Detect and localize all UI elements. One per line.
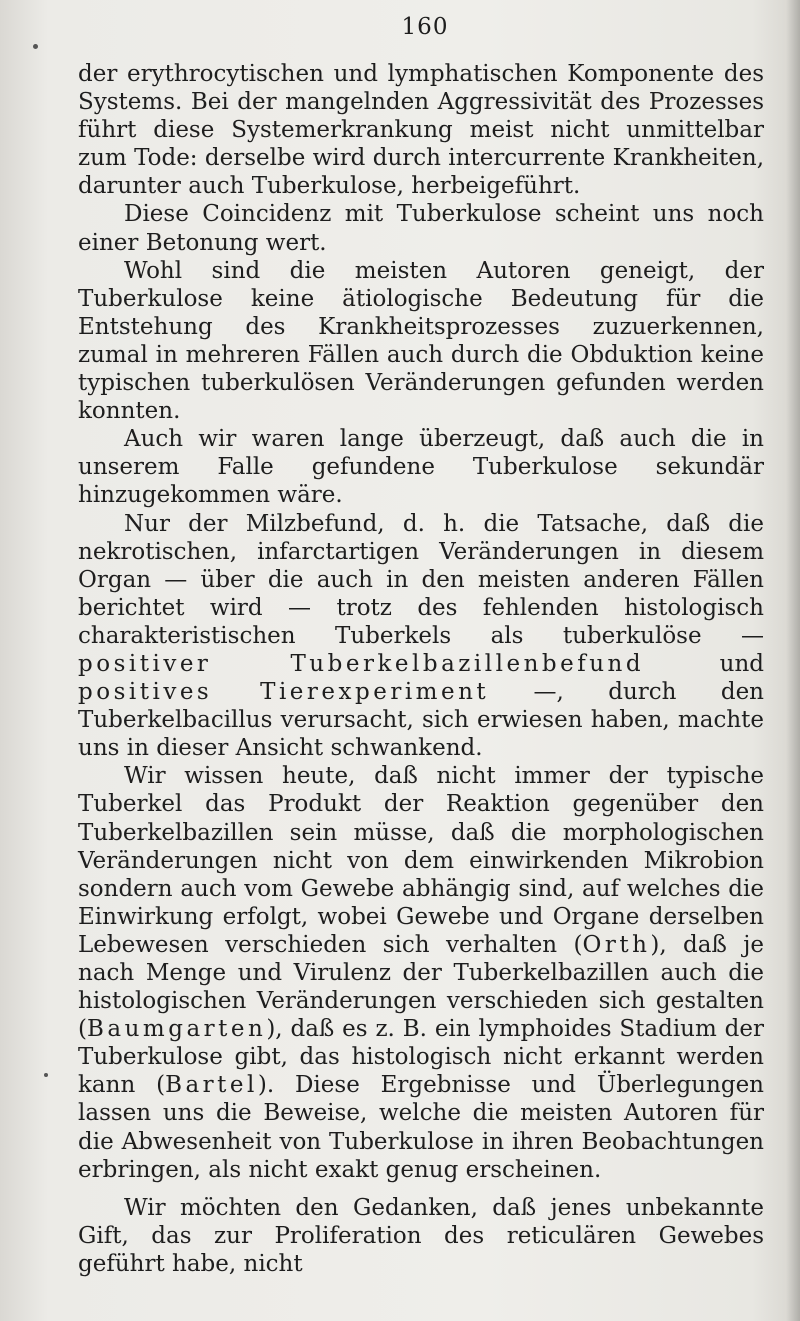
spaced-emphasis: positiver Tuberkelbazillenbefund: [78, 650, 645, 677]
margin-speck: [44, 1073, 48, 1077]
text-run: Nur der Milzbefund, d. h. die Tatsache, daß die nekrotischen, infarctartigen Veränderungen in diesem Organ — über die auch in den meisten anderen Fällen berichtet wird — trotz des fehlenden histologisch charakteristischen Tuberkels als tuberkulöse —: [78, 510, 764, 649]
margin-speck: [33, 44, 38, 49]
text-run: ), daß je nach Menge und Virulenz der Tuberkelbazillen auch die histologischen Veränderungen verschieden sich gestalten (: [78, 931, 764, 1043]
text-run: —, durch den Tuberkelbacillus verursacht, sich erwiesen haben, machte uns in dieser Ansicht schwankend.: [78, 679, 764, 762]
paragraph-6: [78, 762, 764, 1183]
paragraph-3: [78, 257, 764, 426]
page-number: 160: [401, 14, 449, 40]
text-run: Auch wir waren lange überzeugt, daß auch die in unserem Falle gefundene Tuberkulose sekundär hinzugekommen wäre.: [78, 426, 764, 509]
body-text: [78, 60, 764, 1278]
text-run: Wir möchten den Gedanken, daß jenes unbekannte Gift, das zur Proliferation des reticulären Gewebes geführt habe, nicht: [78, 1194, 764, 1277]
spaced-emphasis: Orth: [582, 931, 651, 958]
spaced-emphasis: Baumgarten: [86, 1016, 267, 1043]
spaced-emphasis: Bartel: [165, 1072, 258, 1099]
text-run: Wir wissen heute, daß nicht immer der typische Tuberkel das Produkt der Reaktion gegenüber den Tuberkelbazillen sein müsse, daß die morphologischen Veränderungen nicht von dem einwirkenden Mikrobion sondern auch vom Gewebe abhängig sind, auf welches die Einwirkung erfolgt, wobei Gewebe und Organe derselben Lebewesen verschieden sich verhalten (: [78, 763, 764, 958]
paragraph-4: [78, 425, 764, 509]
text-run: ), daß es z. B. ein lymphoides Stadium der Tuberkulose gibt, das histologisch nicht erkannt werden kann (: [78, 1016, 764, 1099]
page-gutter-shadow: [786, 0, 800, 1321]
text-run: der erythrocytischen und lymphatischen Komponente des Systems. Bei der mangelnden Aggressivität des Prozesses führt diese Systemerkrankung meist nicht unmittelbar zum Tode: derselbe wird durch intercurrente Krankheiten, darunter auch Tuberkulose, herbeigeführt.: [78, 61, 764, 200]
text-run: Diese Coincidenz mit Tuberkulose scheint uns noch einer Betonung wert.: [78, 201, 764, 256]
paragraph-5: [78, 510, 764, 763]
paragraph-7: [78, 1194, 764, 1278]
text-run: ). Diese Ergebnisse und Überlegungen lassen uns die Beweise, welche die meisten Autoren für die Abwesenheit von Tuberkulose in ihren Beobachtungen erbringen, als nicht exakt genug erscheinen.: [78, 1072, 764, 1183]
text-run: und: [644, 650, 764, 677]
text-run: Wohl sind die meisten Autoren geneigt, der Tuberkulose keine ätiologische Bedeutung für die Entstehung des Krankheitsprozesses zuzuerkennen, zumal in mehreren Fällen auch durch die Obduktion keine typischen tuberkulösen Veränderungen gefunden werden konnten.: [78, 257, 764, 425]
spaced-emphasis: positives Tierexperiment: [78, 679, 490, 706]
paragraph-1: [78, 60, 764, 200]
paragraph-2: [78, 200, 764, 256]
